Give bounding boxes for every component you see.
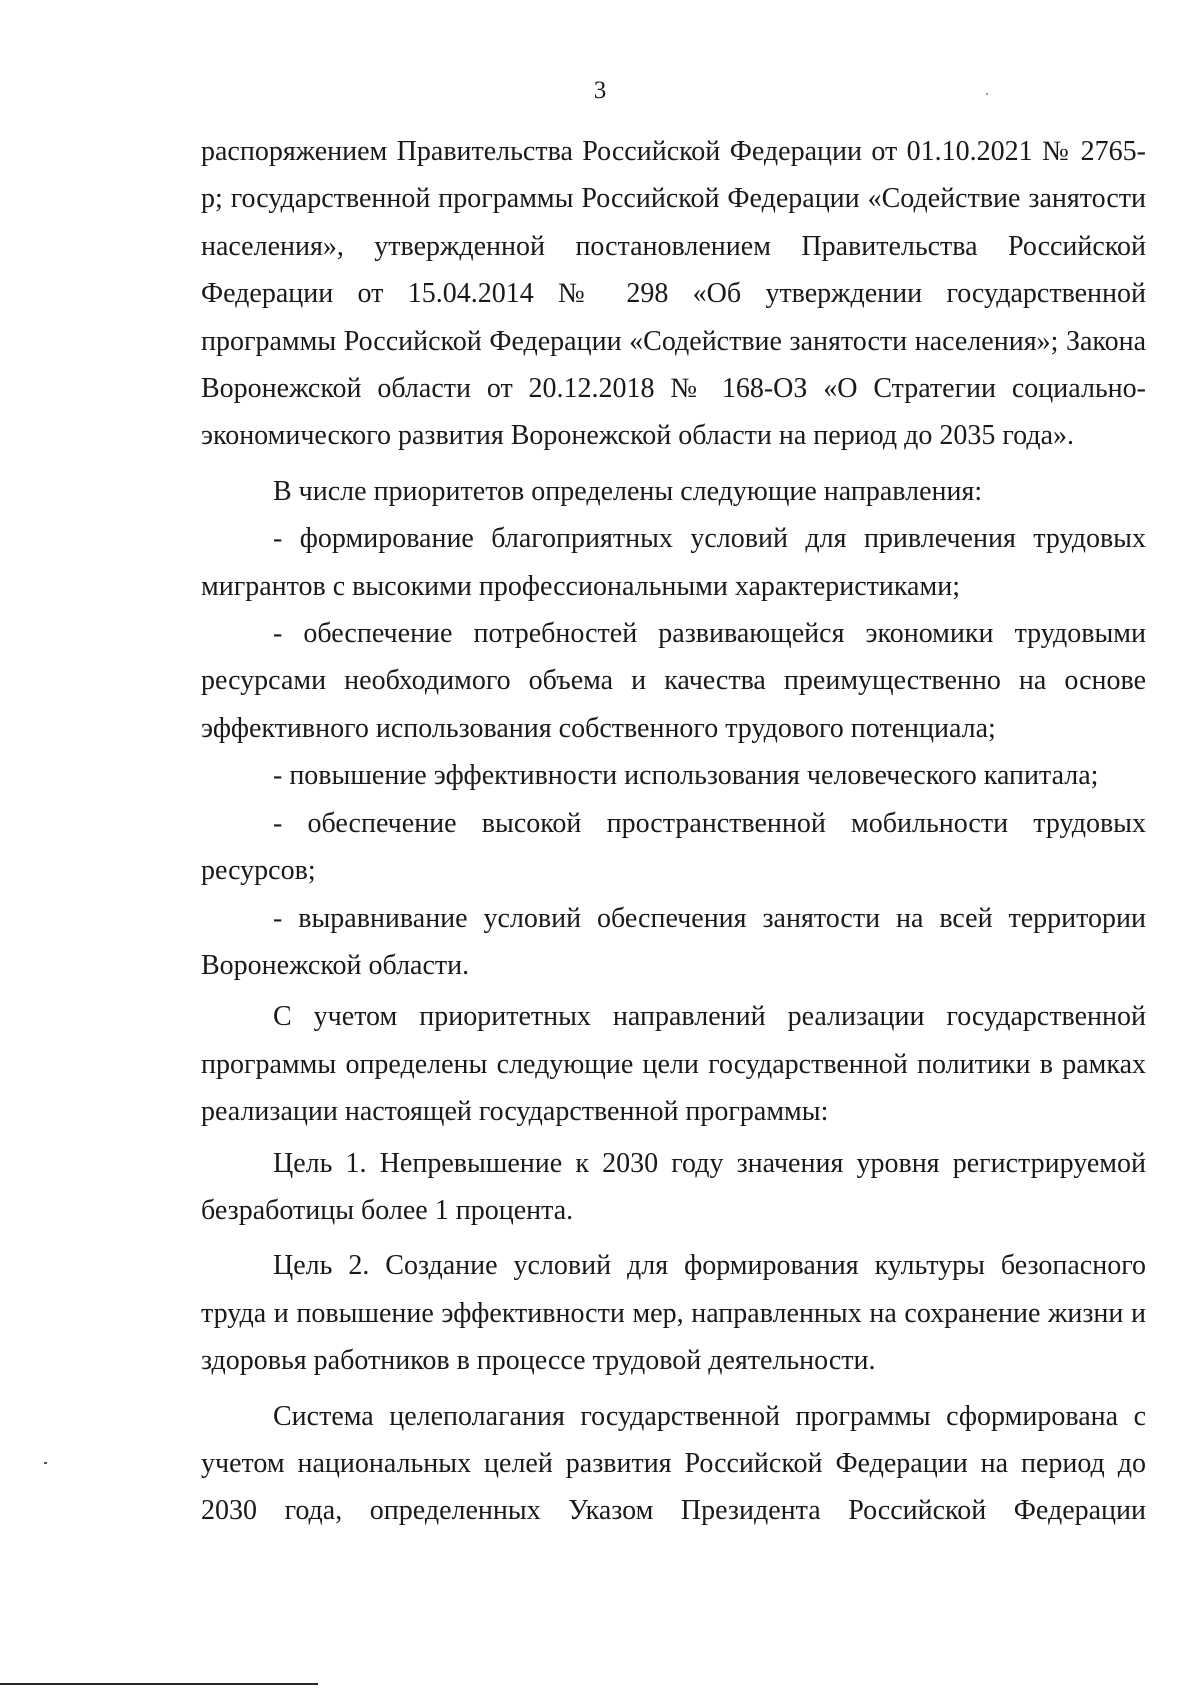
paragraph-priorities-heading: В числе приоритетов определены следующие направления: — [273, 475, 983, 507]
paragraph-goals-intro: С учетом приоритетных направлений реализации государственной программы определены следующие цели государственной политики в рамках реализации настоящей государственной программы: — [201, 1001, 1146, 1128]
scan-edge-line — [0, 1683, 318, 1685]
page-number: 3 — [593, 77, 607, 104]
paragraph-priority-5: - выравнивание условий обеспечения занятости на всей территории Воронежской области. — [201, 902, 1146, 981]
paragraph-priority-1: - формирование благоприятных условий для привлечения трудовых мигрантов с высокими профессиональными характеристиками; — [201, 523, 1146, 602]
paragraph-priority-3: - повышение эффективности использования человеческого капитала; — [273, 760, 1099, 792]
paragraph-goal-1: Цель 1. Непревышение к 2030 году значения уровня регистрируемой безработицы более 1 процента. — [201, 1147, 1146, 1226]
document-body — [201, 128, 1146, 1535]
paragraph-intro-continued: распоряжением Правительства Российской Федерации от 01.10.2021 № 2765-р; государственной программы Российской Федерации «Содействие занятости населения», утвержденной постановлением Правительства Российской Федерации от 15.04.2014 № 298 «Об утверждении государственной программы Российской Федерации «Содействие занятости населения»; Закона Воронежской области от 20.12.2018 № 168-ОЗ «О Стратегии социально-экономического развития Воронежской области на период до 2035 года». — [201, 136, 1146, 452]
scan-speck — [986, 93, 988, 95]
scan-speck — [44, 1462, 47, 1464]
paragraph-goal-system: Система целеполагания государственной программы сформирована с учетом национальных целей развития Российской Федерации на период до 2030 года, определенных Указом Президента Российской Федерации — [201, 1400, 1146, 1527]
paragraph-goal-2: Цель 2. Создание условий для формирования культуры безопасного труда и повышение эффективности мер, направленных на сохранение жизни и здоровья работников в процессе трудовой деятельности. — [201, 1250, 1146, 1377]
paragraph-priority-4: - обеспечение высокой пространственной мобильности трудовых ресурсов; — [201, 807, 1146, 887]
paragraph-priority-2: - обеспечение потребностей развивающейся экономики трудовыми ресурсами необходимого объема и качества преимущественно на основе эффективного использования собственного трудового потенциала; — [201, 618, 1146, 744]
